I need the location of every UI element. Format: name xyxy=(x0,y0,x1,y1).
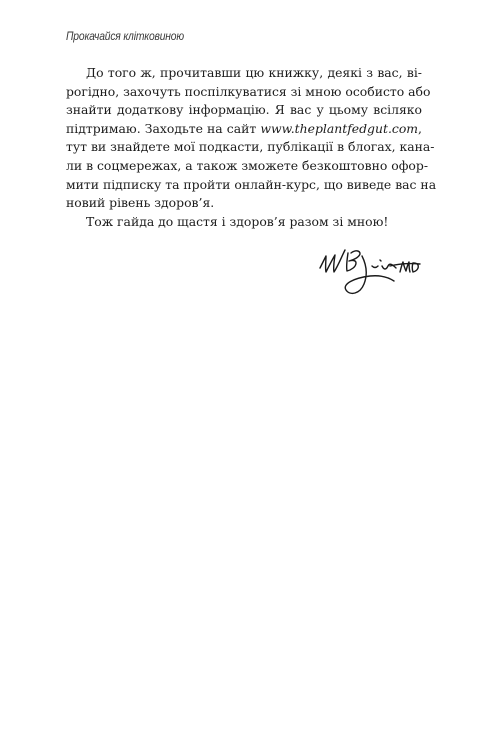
signature-stroke-md xyxy=(400,262,418,272)
paragraph-1-line-7: мити підписку та пройти онлайн-курс, що виведе вас на xyxy=(66,176,437,192)
paragraph-1-line-5: тут ви знайдете мої подкасти, публікації в блогах, кана- xyxy=(66,139,435,155)
paragraph-1-line-4 xyxy=(66,120,422,139)
signature-stroke-small xyxy=(372,260,396,269)
signature-stroke-b xyxy=(347,251,360,271)
signature-stroke-w xyxy=(320,250,345,272)
running-head: Прокачайся клітковиною xyxy=(66,29,184,43)
paragraph-1-line-6: ли в соцмережах, а також зможете безкоштовно офор- xyxy=(66,157,429,173)
paragraph-1-line-1: До того ж, прочитавши цю книжку, деякі з вас, ві- xyxy=(86,65,422,80)
paragraph-2-line-1: Тож гайда до щастя і здоров’я разом зі мною! xyxy=(86,213,389,229)
line-4-text-before: підтримаю. Заходьте на сайт xyxy=(66,120,261,136)
signature-image xyxy=(314,244,426,300)
paragraph-1-line-3: знайти додаткову інформацію. Я вас у цьому всіляко xyxy=(66,102,422,118)
paragraph-1-line-2: рогідно, захочуть поспілкуватися зі мною особисто або xyxy=(66,83,431,99)
signature-stroke-loop xyxy=(345,256,394,293)
body-text xyxy=(66,64,437,231)
website-url: www.theplantfedgut.com xyxy=(260,120,419,136)
line-4-text-after: , xyxy=(418,120,422,136)
paragraph-1-line-8: новий рівень здоров’я. xyxy=(66,195,215,211)
